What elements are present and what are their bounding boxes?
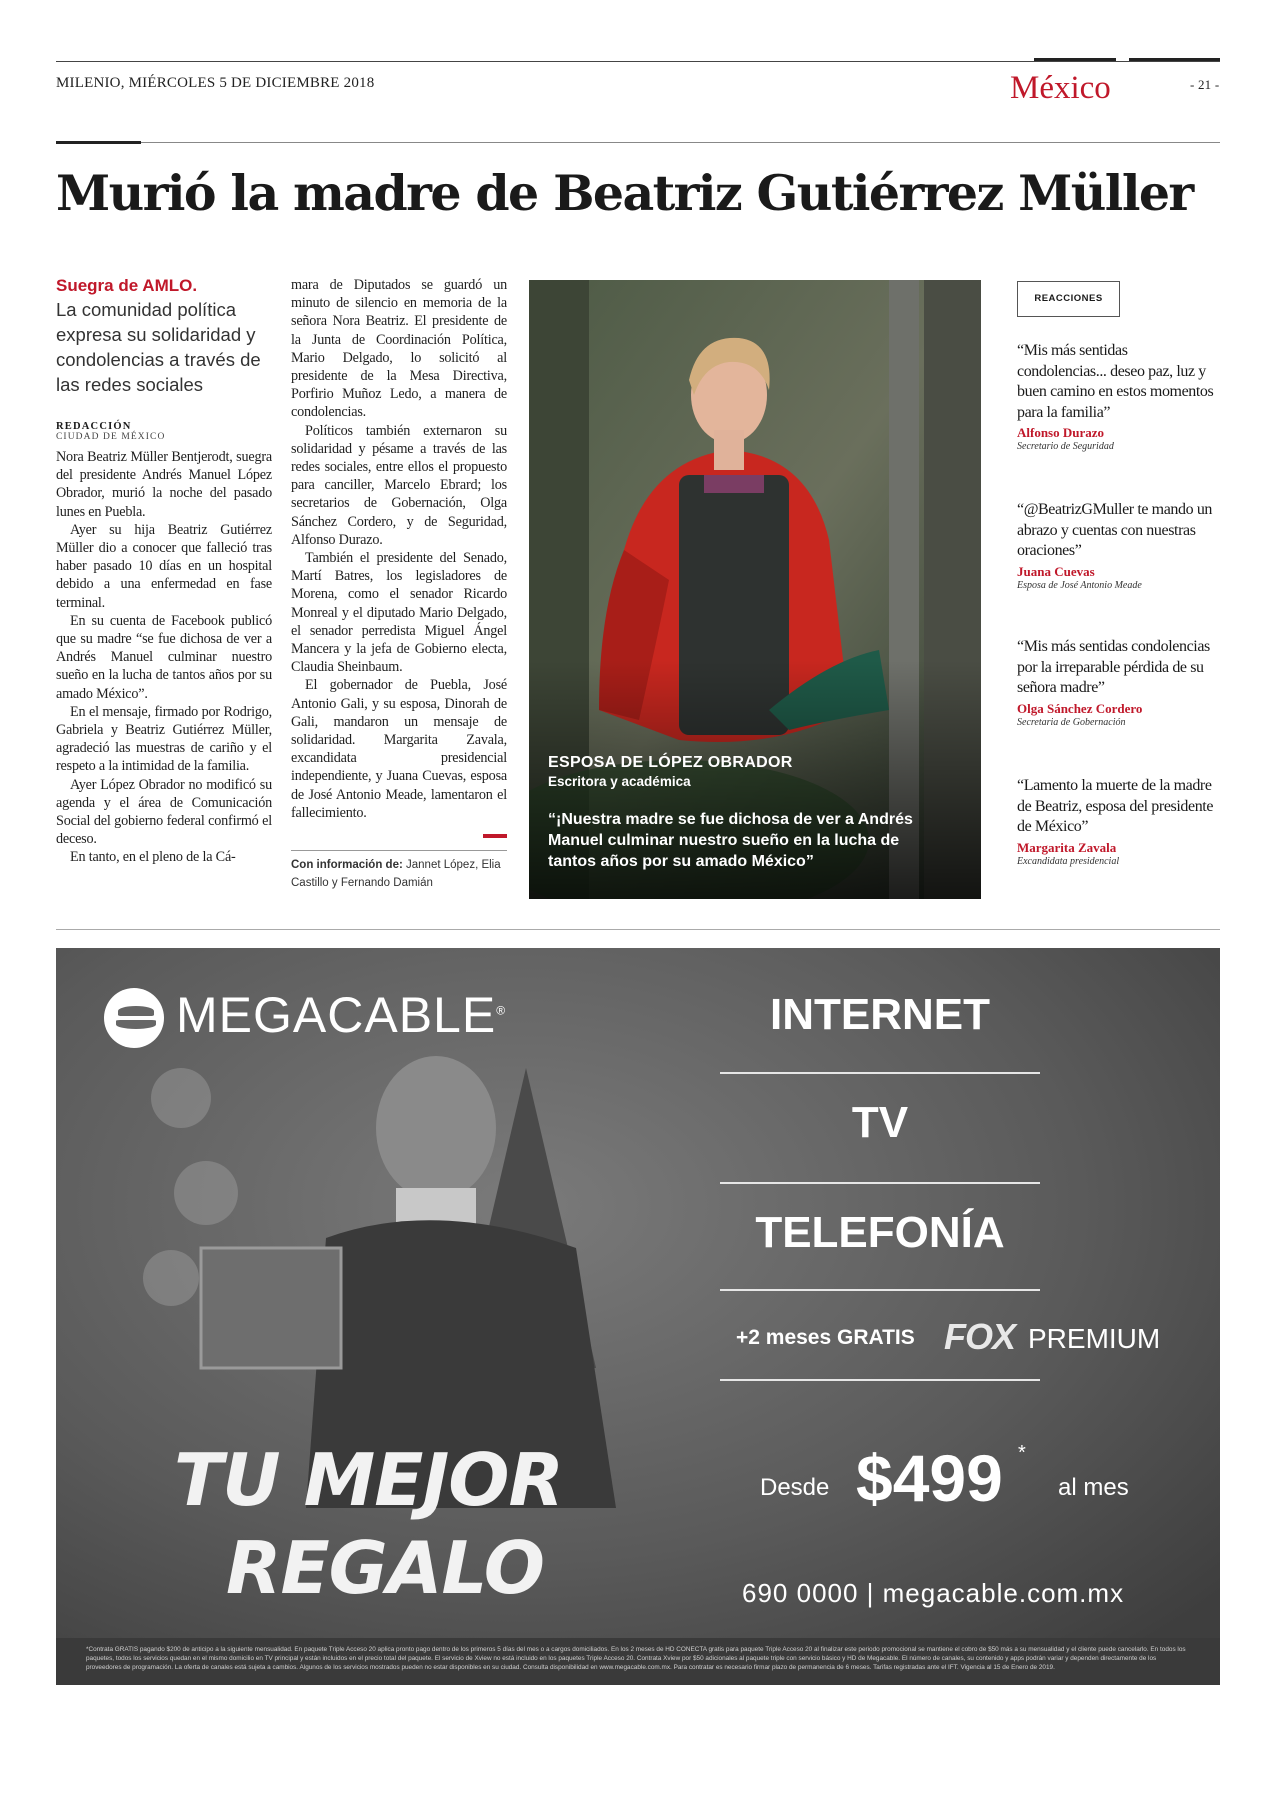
reaction-item [1017, 776, 1219, 867]
reaction-quote: “Lamento la muerte de la madre de Beatriz, esposa del presidente de México” [1017, 777, 1214, 835]
ad-brand-name: MEGACABLE [176, 987, 497, 1043]
reaction-name: Juana Cuevas [1017, 563, 1095, 579]
page-accent-bar [1129, 58, 1220, 61]
photo-caption-quote: “¡Nuestra madre se fue dichosa de ver a Andrés Manuel culminar nuestro sueño en la lucha de tantos años por su amado México” [548, 811, 913, 870]
reaction-name: Alfonso Durazo [1017, 425, 1105, 440]
paragraph: En tanto, en el pleno de la Cá- [70, 849, 236, 866]
portrait-illustration [529, 280, 981, 899]
photo-caption-subtitle: Escritora y académica [548, 774, 691, 789]
article-body-col-1 [56, 448, 272, 867]
ad-service-telefonia: TELEFONÍA [755, 1208, 1005, 1257]
ad-separator-rule [56, 929, 1220, 930]
megacable-logo-icon [104, 988, 164, 1048]
reactions-label: REACCIONES [1017, 281, 1120, 317]
megacable-ad [56, 948, 1220, 1685]
ad-contact: 690 0000 | megacable.com.mx [742, 1578, 1125, 1608]
reaction-role: Esposa de José Antonio Meade [1017, 579, 1142, 591]
paragraph: Políticos también externaron su solidaridad y pésame a través de las redes sociales, entre ellos el propuesto para canciller, Marcelo Ebrard; los secretarios de Gobernación, Olga Sánchez Cordero, y de Seguridad, Alfonso Durazo. [291, 422, 507, 548]
article-photo [529, 280, 981, 899]
ad-divider [720, 1072, 1040, 1074]
ad-service-internet: INTERNET [770, 990, 990, 1039]
dek: La comunidad política expresa su solidaridad y condolencias a través de las redes sociales [56, 299, 261, 395]
ad-fine-print: *Contrata GRATIS pagando $200 de anticipo a la siguiente mensualidad. En paquete Triple Acceso 20 aplica pronto pago dentro de los primeros 5 días del mes o a cargos domiciliados. En los 2 meses de HD CONECTA gratis para paquete Triple Acceso 20 al finalizar este periodo promocional se mantiene el cobro de $50 más a su mensualidad y el cliente puede cancelarlo. En todos los paquetes, todos los servicios quedan en el mismo domicilio en TV principal y están incluidos en el precio total del paquete. El servicio de Xview no está incluido en los paquetes Triple Acceso 20. Contrata Xview por $50 adicionales al paquete triple con servicio básico y HD de Megacable. El número de canales, su contenido y apps podrán variar y dependen directamente de los proveedores de programación. La oferta de canales está sujeta a cambios. Algunos de los servicios mostrados pueden no estar disponibles en su ciudad. Consulta disponibilidad en www.megacable.com.mx. Para contratar es necesario firmar plazo de permanencia de 6 meses. Tarifas registradas ante el IFT. Vigencia al 15 de Enero de 2019. [86, 1646, 1186, 1671]
top-rule [56, 61, 1220, 62]
paragraph: Ayer López Obrador no modificó su agenda y el área de Comunicación Social del gobierno federal confirmó el deceso. [56, 776, 272, 848]
article-body-col-2 [291, 276, 507, 822]
byline: REDACCIÓN [56, 421, 132, 432]
ad-divider [720, 1182, 1040, 1184]
reaction-quote: “Mis más sentidas condolencias... deseo paz, luz y buen camino en estos momentos para la familia” [1017, 342, 1214, 421]
end-mark [483, 834, 507, 838]
section-title: México [1010, 70, 1111, 106]
section-accent-bar [1034, 58, 1116, 61]
reaction-role: Excandidata presidencial [1017, 855, 1120, 867]
paragraph: El gobernador de Puebla, José Antonio Gali, y su esposa, Dinorah de Gali, mandaron un mensaje de solidaridad. Margarita Zavala, excandidata presidencial independiente, y Juana Cuevas, esposa de José Antonio Meade, lamentaron el fallecimiento. [291, 677, 507, 821]
reaction-item [1017, 341, 1219, 452]
paragraph: mara de Diputados se guardó un minuto de silencio en memoria de la señora Nora Beatriz. El presidente de la Junta de Coordinación Política, Mario Delgado, lo solicitó al presidente de la Mesa Directiva, Porfirio Muñoz Ledo, a manera de condolencias. [291, 277, 507, 421]
ad-slogan-line-2: REGALO [226, 1526, 544, 1610]
ad-price-prefix: Desde [760, 1474, 830, 1501]
reaction-quote: “@BeatrizGMuller te mando un abrazo y cuentas con nuestras oraciones” [1017, 501, 1213, 559]
paragraph: Nora Beatriz Müller Bentjerodt, suegra del presidente Andrés Manuel López Obrador, murió la noche del pasado lunes en Puebla. [56, 449, 272, 520]
credit-names: Jannet López, Elia Castillo y Fernando Damián [291, 859, 501, 889]
credit-rule [291, 850, 507, 851]
ad-brand [176, 986, 506, 1044]
reaction-item [1017, 500, 1219, 591]
ad-divider [720, 1379, 1040, 1381]
folio-date: MILENIO, MIÉRCOLES 5 DE DICIEMBRE 2018 [56, 75, 375, 91]
paragraph: También el presidente del Senado, Martí Batres, los legisladores de Morena, como el senador Ricardo Monreal y el diputado Mario Delgado, el senador perredista Miguel Ángel Mancera y la jefa de Gobierno electa, Claudia Sheinbaum. [291, 550, 507, 676]
headline: Murió la madre de Beatriz Gutiérrez Müller [56, 164, 1193, 222]
credit-label: Con información de: [291, 859, 403, 871]
headline-top-rule [56, 142, 1220, 143]
paragraph: En el mensaje, firmado por Rodrigo, Gabriela y Beatriz Gutiérrez Müller, agradeció las muestras de cariño y el respeto a la intimidad de la familia. [56, 703, 272, 775]
dateline: CIUDAD DE MÉXICO [56, 432, 166, 442]
kicker: Suegra de AMLO. [56, 276, 198, 295]
ad-slogan-line-1: TU MEJOR [174, 1438, 563, 1522]
page-number: - 21 - [1190, 77, 1220, 92]
paragraph: En su cuenta de Facebook publicó que su madre “se fue dichosa de ver a Andrés Manuel culminar nuestro sueño en la lucha de tantos años por su amado México”. [56, 612, 272, 702]
reaction-quote: “Mis más sentidas condolencias por la irreparable pérdida de su señora madre” [1017, 638, 1210, 696]
ad-price-asterisk: * [1018, 1442, 1026, 1464]
photo-caption-title: ESPOSA DE LÓPEZ OBRADOR [548, 754, 793, 771]
reaction-role: Secretario de Seguridad [1017, 441, 1114, 452]
ad-service-tv: TV [851, 1098, 909, 1147]
ad-divider [720, 1289, 1040, 1291]
reaction-item [1017, 637, 1219, 728]
ad-price: $499 [856, 1441, 1003, 1515]
ad-premium: PREMIUM [1028, 1323, 1161, 1354]
fox-logo: FOX [944, 1316, 1016, 1357]
paragraph: Ayer su hija Beatriz Gutiérrez Müller dio a conocer que falleció tras haber pasado 10 días en un hospital debido a una enfermedad en fase terminal. [56, 521, 272, 611]
article-col-1 [56, 276, 272, 867]
article-col-2 [291, 276, 507, 889]
reaction-name: Margarita Zavala [1017, 839, 1117, 855]
reaction-role: Secretaria de Gobernación [1017, 716, 1126, 728]
ad-promo: +2 meses GRATIS [736, 1326, 915, 1349]
credit [291, 856, 507, 892]
headline-accent-bar [56, 141, 141, 144]
reaction-name: Olga Sánchez Cordero [1017, 700, 1143, 716]
ad-price-suffix: al mes [1058, 1474, 1129, 1501]
ad-brand-registered: ® [496, 1003, 507, 1018]
